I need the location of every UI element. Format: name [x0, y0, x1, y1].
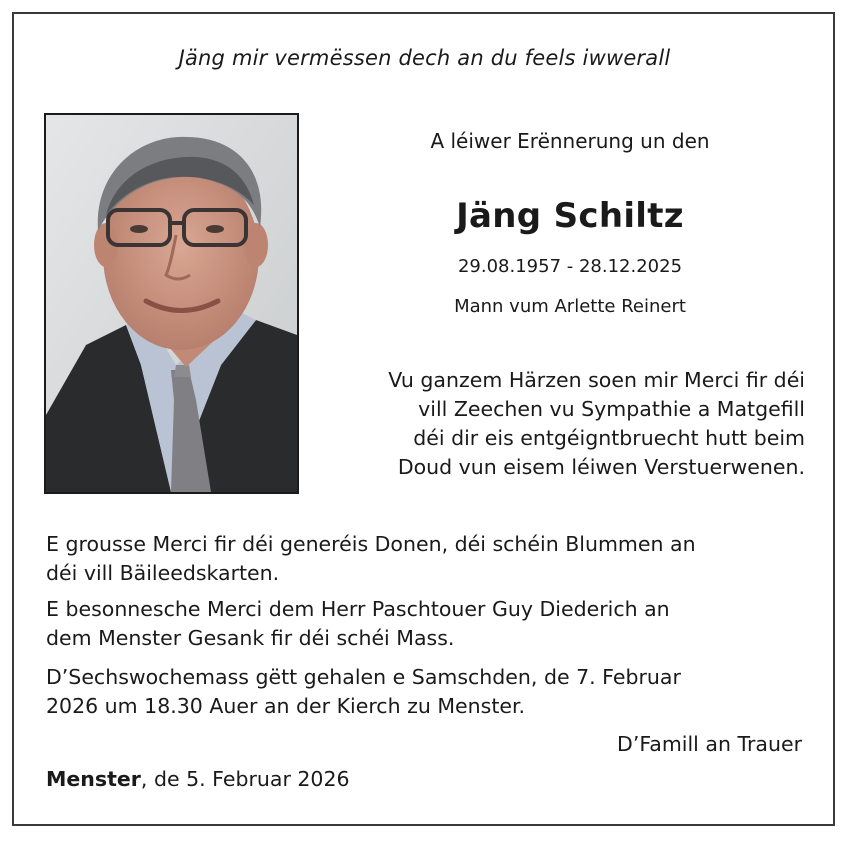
paragraph-special-thanks [46, 595, 806, 653]
thanks-text [339, 366, 805, 482]
paragraph-memorial-mass [46, 663, 806, 721]
deceased-name: Jäng Schiltz [456, 196, 684, 236]
paragraph-line: E grousse Merci fir déi generéis Donen, déi schéin Blummen an [46, 532, 696, 556]
place-date [46, 767, 350, 791]
paragraph-line: dem Menster Gesank fir déi schéi Mass. [46, 626, 455, 650]
paragraph-line: 2026 um 18.30 Auer an der Kierch zu Menster. [46, 694, 526, 718]
place-name: Menster [46, 767, 141, 791]
date-text: , de 5. Februar 2026 [140, 767, 350, 791]
paragraph-line: D’Sechswochemass gëtt gehalen e Samschden, de 7. Februar [46, 665, 681, 689]
portrait-photo [44, 113, 299, 494]
motto: Jäng mir vermëssen dech an du feels iwwerall [178, 46, 671, 70]
paragraph-donations [46, 530, 806, 588]
thanks-line: Doud vun eisem léiwen Verstuerwenen. [397, 455, 805, 479]
spouse-line: Mann vum Arlette Reinert [454, 296, 686, 317]
family-signature: D’Famill an Trauer [617, 732, 802, 756]
paragraph-line: déi vill Bäileedskarten. [46, 561, 280, 585]
thanks-line: déi dir eis entgéigntbruecht hutt beim [413, 426, 805, 450]
thanks-line: vill Zeechen vu Sympathie a Matgefill [418, 397, 805, 421]
paragraph-line: E besonnesche Merci dem Herr Paschtouer Guy Diederich an [46, 597, 670, 621]
life-dates: 29.08.1957 - 28.12.2025 [457, 256, 683, 277]
thanks-line: Vu ganzem Härzen soen mir Merci fir déi [388, 368, 805, 392]
intro-text: A léiwer Erënnerung un den [430, 129, 710, 153]
